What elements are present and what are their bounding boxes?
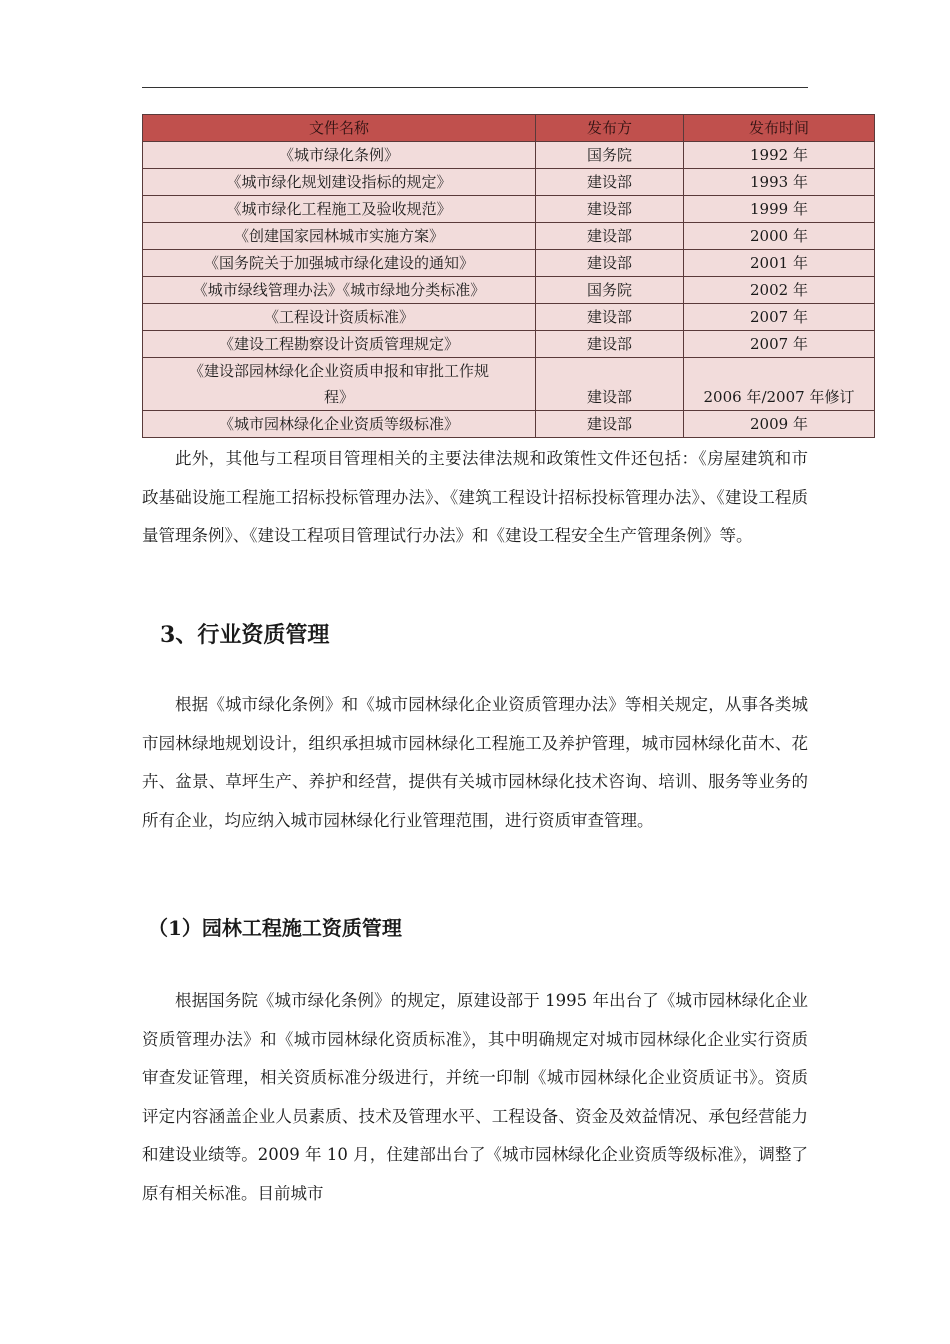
paragraph-other-regulations: 此外，其他与工程项目管理相关的主要法律法规和政策性文件还包括：《房屋建筑和市政基础设施工程施工招标投标管理办法》、《建筑工程设计招标投标管理办法》、《建设工程质量管理条例》、《建设工程项目管理试行办法》和《建设工程安全生产管理条例》等。 — [142, 449, 808, 545]
cell-date: 2006 年/2007 年修订 — [684, 358, 875, 411]
cell-date: 2002 年 — [684, 277, 875, 304]
cell-date: 2009 年 — [684, 411, 875, 438]
cell-issuer: 建设部 — [536, 223, 684, 250]
section-heading-qualification — [160, 618, 329, 649]
cell-date: 1999 年 — [684, 196, 875, 223]
table-header-row — [143, 115, 875, 142]
cell-issuer: 建设部 — [536, 250, 684, 277]
paragraph-construction-qualification: 根据国务院《城市绿化条例》的规定，原建设部于 1995 年出台了《城市园林绿化企业资质管理办法》和《城市园林绿化资质标准》，其中明确规定对城市园林绿化企业实行资质审查发证管理，相关资质标准分级进行，并统一印制《城市园林绿化企业资质证书》。资质评定内容涵盖企业人员素质、技术及管理水平、工程设备、资金及效益情况、承包经营能力和建设业绩等。2009 年 10 月，住建部出台了《城市园林绿化企业资质等级标准》，调整了原有相关标准。目前城市 — [142, 991, 808, 1203]
cell-issuer: 建设部 — [536, 331, 684, 358]
cell-date: 2001 年 — [684, 250, 875, 277]
cell-name: 《城市园林绿化企业资质等级标准》 — [143, 411, 536, 438]
cell-issuer: 建设部 — [536, 411, 684, 438]
cell-name: 《国务院关于加强城市绿化建设的通知》 — [143, 250, 536, 277]
column-header-date: 发布时间 — [684, 115, 875, 142]
subsection-close-paren: ） — [181, 916, 202, 940]
cell-date: 1992 年 — [684, 142, 875, 169]
cell-date: 2000 年 — [684, 223, 875, 250]
cell-name-line-1: 《建设部园林绿化企业资质申报和审批工作规 — [188, 362, 489, 380]
cell-issuer: 建设部 — [536, 196, 684, 223]
table-row — [143, 331, 875, 358]
table-row — [143, 304, 875, 331]
cell-name — [143, 358, 536, 411]
subsection-number: 1 — [168, 916, 182, 940]
section-number: 3 — [160, 622, 176, 648]
column-header-name: 文件名称 — [143, 115, 536, 142]
cell-name: 《创建国家园林城市实施方案》 — [143, 223, 536, 250]
cell-issuer: 建设部 — [536, 358, 684, 411]
cell-date: 2007 年 — [684, 304, 875, 331]
table-row — [143, 142, 875, 169]
table-row — [143, 358, 875, 411]
paragraph-industry-scope: 根据《城市绿化条例》和《城市园林绿化企业资质管理办法》等相关规定，从事各类城市园林绿地规划设计，组织承担城市园林绿化工程施工及养护管理，城市园林绿化苗木、花卉、盆景、草坪生产、养护和经营，提供有关城市园林绿化技术咨询、培训、服务等业务的所有企业，均应纳入城市园林绿化行业管理范围，进行资质审查管理。 — [142, 695, 808, 830]
cell-issuer: 建设部 — [536, 304, 684, 331]
section-title: 、行业资质管理 — [175, 622, 330, 648]
subsection-open-paren: （ — [148, 916, 168, 940]
table-row — [143, 223, 875, 250]
cell-name: 《城市绿化条例》 — [143, 142, 536, 169]
cell-name-line-2: 程》 — [323, 388, 354, 406]
cell-name: 《城市绿化工程施工及验收规范》 — [143, 196, 536, 223]
cell-name: 《工程设计资质标准》 — [143, 304, 536, 331]
header-rule — [142, 87, 808, 88]
cell-name: 《建设工程勘察设计资质管理规定》 — [143, 331, 536, 358]
table-row — [143, 411, 875, 438]
cell-issuer: 建设部 — [536, 169, 684, 196]
table-row — [143, 196, 875, 223]
subsection-heading-construction — [148, 912, 402, 941]
cell-name: 《城市绿线管理办法》《城市绿地分类标准》 — [143, 277, 536, 304]
table-row — [143, 169, 875, 196]
table-row — [143, 250, 875, 277]
cell-issuer: 国务院 — [536, 142, 684, 169]
subsection-title: 园林工程施工资质管理 — [201, 916, 402, 940]
cell-name: 《城市绿化规划建设指标的规定》 — [143, 169, 536, 196]
cell-date: 1993 年 — [684, 169, 875, 196]
table-row — [143, 277, 875, 304]
cell-issuer: 国务院 — [536, 277, 684, 304]
cell-date: 2007 年 — [684, 331, 875, 358]
column-header-issuer: 发布方 — [536, 115, 684, 142]
regulations-table — [142, 114, 875, 438]
